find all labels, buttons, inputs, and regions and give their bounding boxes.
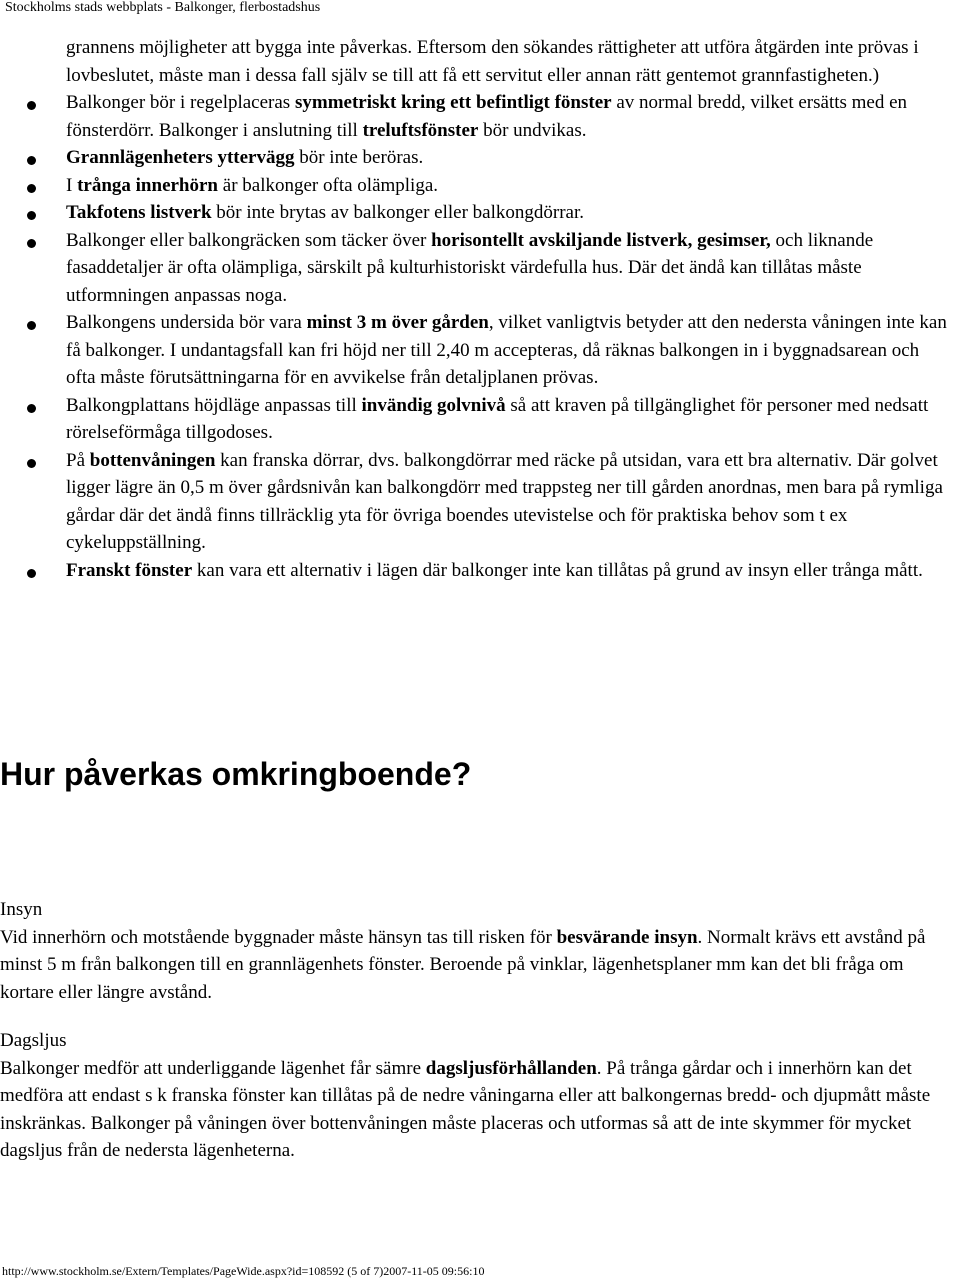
text: bör inte brytas av balkonger eller balkongdörrar. [211, 202, 585, 223]
text: kan franska dörrar, dvs. balkongdörrar med räcke på utsidan, vara ett bra alternativ. Där golvet ligger lägre än 0,5 m över gårdsnivån kan balkongdörr med trappsteg ner till gården anordnas, men bara på rymliga gårdar där det ändå finns tillräcklig yta för övriga boendes utevistelse och för praktiska behov som t ex cykeluppställning. [66, 449, 943, 553]
bold-text: Takfotens listverk [66, 202, 212, 223]
text: av normal bredd, vilket ersätts med en fönsterdörr. Balkonger i anslutning till [66, 92, 908, 141]
main-content [0, 34, 960, 584]
text: På [66, 449, 90, 471]
bold-text: Franskt fönster [66, 559, 193, 581]
bullet-icon [27, 404, 36, 413]
list-item-continuation [66, 34, 952, 89]
text: I [66, 174, 78, 196]
page-header-title: Stockholms stads webbplats - Balkonger, flerbostadshus [5, 0, 321, 15]
list-item [66, 89, 952, 144]
dagsljus-section [0, 1027, 950, 1165]
text: bör inte beröras. [294, 147, 424, 168]
bold-text: minst 3 m över gården [306, 312, 489, 333]
list-item [66, 447, 952, 557]
list-item [66, 172, 952, 200]
bold-text: invändig golvnivå [361, 394, 506, 416]
text: Balkonger bör i regelplaceras [66, 92, 295, 113]
bold-text: bottenvåningen [89, 449, 216, 471]
list-item [66, 557, 952, 585]
text: , vilket vanligtvis betyder att den nedersta våningen inte kan få balkonger. I undantagsfall kan fri höjd ner till 2,40 m accepteras, då räknas balkongen in i byggnadsarean och ofta måste förutsättningarna för en avvikelse från detaljplanen prövas. [66, 312, 947, 388]
list-item [66, 392, 952, 447]
list-item [66, 144, 952, 172]
text: är balkonger ofta olämpliga. [218, 174, 439, 196]
paragraph-text: grannens möjligheter att bygga inte påverkas. Eftersom den sökandes rättigheter att utföra åtgärden inte prövas i lovbeslutet, måste man i dessa fall själv se till att få ett servitut eller annan rätt gentemot grannfastigheten.) [66, 37, 919, 86]
bullet-icon [27, 211, 36, 220]
bullet-icon [27, 569, 36, 578]
text: bör undvikas. [478, 119, 587, 141]
text: Balkonger eller balkongräcken som täcker över [66, 229, 432, 251]
page-footer-url: http://www.stockholm.se/Extern/Templates/PageWide.aspx?id=108592 (5 of 7)2007-11-05 09:56:10 [2, 1264, 485, 1278]
text: och liknande fasaddetaljer är ofta olämpliga, särskilt på kulturhistoriskt värdefulla hus. Där det ändå kan tillåtas måste utformningen anpassas noga. [66, 229, 874, 306]
text: Balkonger medför att underliggande lägenhet får sämre [0, 1057, 426, 1079]
text: så att kraven på tillgänglighet för personer med nedsatt rörelseförmåga tillgodoses. [66, 394, 929, 443]
list-item [66, 309, 952, 392]
insyn-paragraph [0, 924, 950, 1007]
bullet-icon [27, 101, 36, 110]
text: Balkongplattans höjdläge anpassas till [66, 394, 362, 416]
list-item [66, 199, 952, 227]
bold-text: dagsljusförhållanden [425, 1057, 597, 1079]
bold-text: Grannlägenheters yttervägg [66, 147, 295, 168]
bold-text: symmetriskt kring ett befintligt fönster [294, 92, 612, 113]
guideline-list [0, 34, 952, 584]
bullet-icon [27, 459, 36, 468]
insyn-title: Insyn [0, 899, 43, 920]
text: Balkongens undersida bör vara [66, 312, 307, 333]
list-item [66, 227, 952, 310]
bullet-icon [27, 321, 36, 330]
bold-text: besvärande insyn [556, 926, 698, 948]
section-heading: Hur påverkas omkringboende? [0, 756, 472, 792]
dagsljus-title: Dagsljus [0, 1030, 67, 1051]
dagsljus-paragraph [0, 1055, 950, 1165]
bullet-icon [27, 239, 36, 248]
text: . På trånga gårdar och i innerhörn kan det medföra att endast s k franska fönster kan tillåtas på de nedre våningarna eller att balkongernas bredd- och djupmått måste inskränkas. Balkonger på våningen över bottenvåningen måste placeras och utformas så att de inte skymmer för mycket dagsljus från de nedersta lägenheterna. [0, 1057, 931, 1161]
bold-text: horisontellt avskiljande listverk, gesimser, [431, 229, 771, 251]
bullet-icon [27, 184, 36, 193]
bold-text: treluftsfönster [362, 119, 479, 141]
text: Vid innerhörn och motstående byggnader måste hänsyn tas till risken för [0, 926, 557, 948]
insyn-section [0, 896, 950, 1006]
bold-text: trånga innerhörn [77, 174, 219, 196]
text: kan vara ett alternativ i lägen där balkonger inte kan tillåtas på grund av insyn eller trånga mått. [192, 559, 923, 581]
bullet-icon [27, 156, 36, 165]
text: . Normalt krävs ett avstånd på minst 5 m från balkongen till en grannlägenhets fönster. Beroende på vinklar, lägenhetsplaner mm kan det bli fråga om kortare eller längre avstånd. [0, 926, 926, 1003]
